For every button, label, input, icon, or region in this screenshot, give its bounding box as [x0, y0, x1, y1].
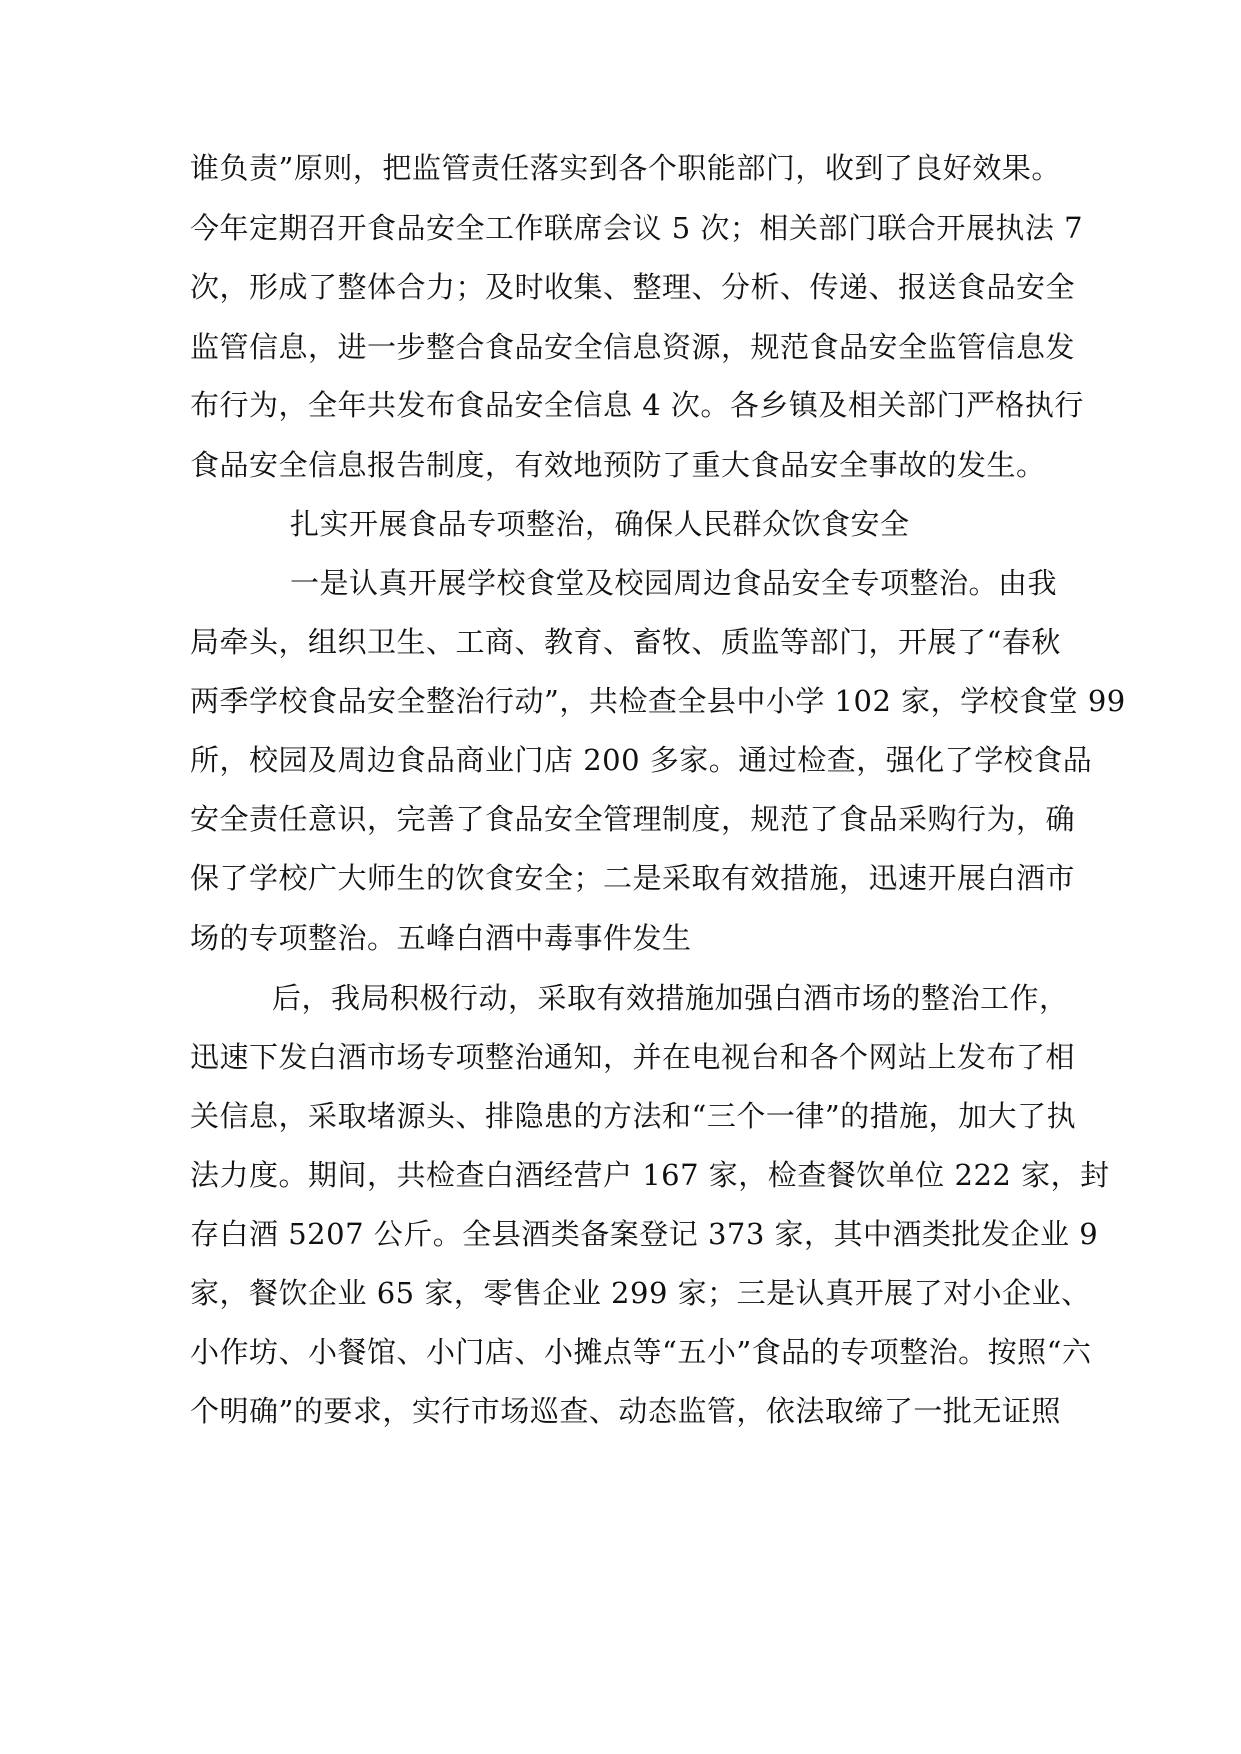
paragraph-line: 布行为，全年共发布食品安全信息 4 次。各乡镇及相关部门严格执行: [190, 388, 1084, 422]
paragraph-line: 家，餐饮企业 65 家，零售企业 299 家；三是认真开展了对小企业、: [190, 1276, 1091, 1310]
paragraph-line: 局牵头，组织卫生、工商、教育、畜牧、质监等部门，开展了“春秋: [190, 625, 1061, 659]
paragraph-line: 所，校园及周边食品商业门店 200 多家。通过检查，强化了学校食品: [190, 743, 1093, 777]
paragraph-line: 次，形成了整体合力；及时收集、整理、分析、传递、报送食品安全: [190, 270, 1076, 304]
paragraph-line: 安全责任意识，完善了食品安全管理制度，规范了食品采购行为，确: [190, 802, 1076, 836]
section-heading: 扎实开展食品专项整治，确保人民群众饮食安全: [290, 507, 910, 541]
paragraph-line: 场的专项整治。五峰白酒中毒事件发生: [190, 921, 692, 955]
paragraph-line: 个明确”的要求，实行市场巡查、动态监管，依法取缔了一批无证照: [190, 1394, 1061, 1428]
paragraph-line: 监管信息，进一步整合食品安全信息资源，规范食品安全监管信息发: [190, 330, 1076, 364]
paragraph-line: 两季学校食品安全整治行动”，共检查全县中小学 102 家，学校食堂 99: [190, 684, 1126, 718]
paragraph-line: 保了学校广大师生的饮食安全；二是采取有效措施，迅速开展白酒市: [190, 861, 1076, 895]
paragraph-line: 迅速下发白酒市场专项整治通知，并在电视台和各个网站上发布了相: [190, 1040, 1076, 1074]
paragraph-line: 后，我局积极行动，采取有效措施加强白酒市场的整治工作，: [272, 981, 1069, 1015]
paragraph-line: 小作坊、小餐馆、小门店、小摊点等“五小”食品的专项整治。按照“六: [190, 1335, 1092, 1369]
paragraph-line: 一是认真开展学校食堂及校园周边食品安全专项整治。由我: [290, 566, 1058, 600]
paragraph-line: 谁负责”原则，把监管责任落实到各个职能部门，收到了良好效果。: [190, 151, 1061, 185]
paragraph-line: 关信息，采取堵源头、排隐患的方法和“三个一律”的措施，加大了执: [190, 1099, 1077, 1133]
paragraph-line: 存白酒 5207 公斤。全县酒类备案登记 373 家，其中酒类批发企业 9: [190, 1217, 1099, 1251]
paragraph-line: 今年定期召开食品安全工作联席会议 5 次；相关部门联合开展执法 7: [190, 211, 1084, 245]
paragraph-line: 食品安全信息报告制度，有效地预防了重大食品安全事故的发生。: [190, 448, 1046, 482]
paragraph-line: 法力度。期间，共检查白酒经营户 167 家，检查餐饮单位 222 家，封: [190, 1158, 1110, 1192]
